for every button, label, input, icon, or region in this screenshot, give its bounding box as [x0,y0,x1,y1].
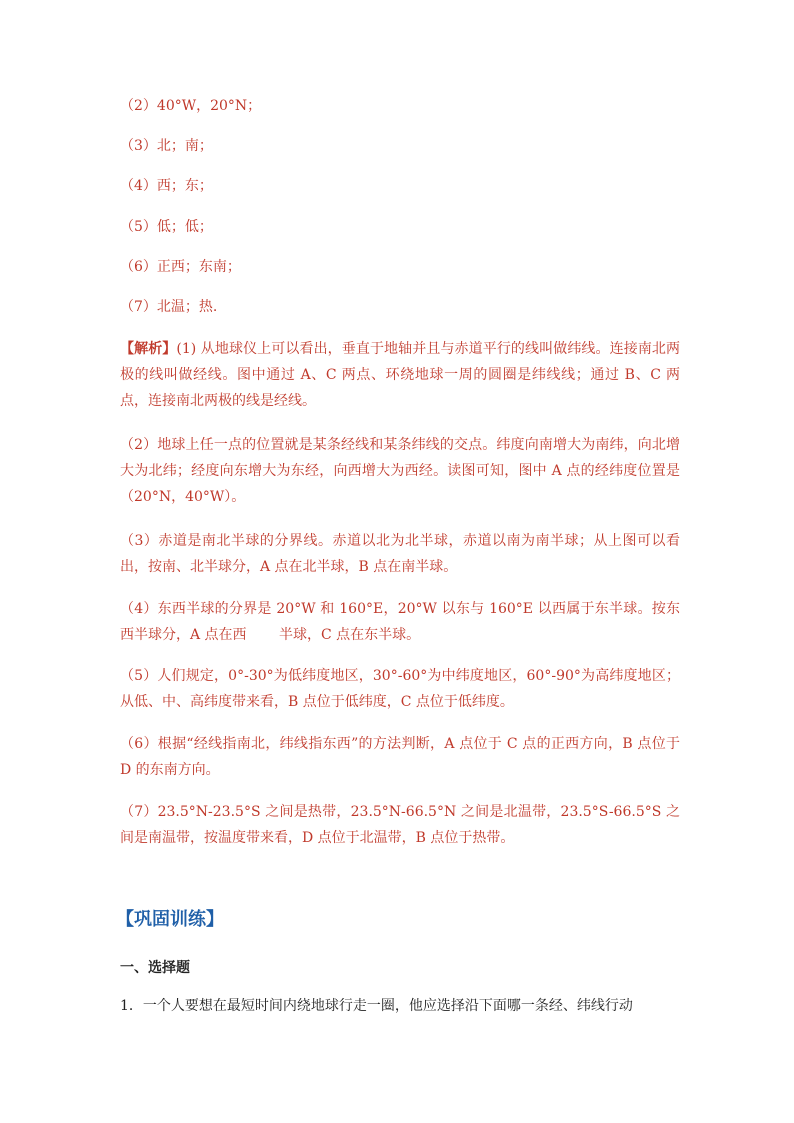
section-heading: 【巩固训练】 [116,909,224,930]
subsection-heading: 一、选择题 [120,960,190,976]
analysis-paragraph-7: （7）23.5°N-23.5°S 之间是热带，23.5°N-66.5°N 之间是北温带，23.5°S-66.5°S 之间是南温带，按温度带来看，D 点位于北温带，B 点位于热带。 [120,804,680,846]
analysis-tag: 【解析】 [120,341,177,357]
answer-6: （6）正西；东南； [120,259,241,275]
analysis-paragraph-6: （6）根据“经线指南北，纬线指东西”的方法判断，A 点位于 C 点的正西方向，B 点位于 D 的东南方向。 [120,736,680,778]
answer-3: （3）北；南； [120,138,213,154]
analysis-paragraph-2: （2）地球上任一点的位置就是某条经线和某条纬线的交点。纬度向南增大为南纬，向北增大为北纬；经度向东增大为东经，向西增大为西经。读图可知，图中 A 点的经纬度位置是（20°N，40°W）。 [120,437,680,505]
answer-7: （7）北温；热. [120,299,218,315]
analysis-paragraph-1 [120,336,680,414]
question-1: 1．一个人要想在最短时间内绕地球行走一圈，他应选择沿下面哪一条经、纬线行动 [120,998,633,1014]
analysis-paragraph-3: （3）赤道是南北半球的分界线。赤道以北为北半球，赤道以南为南半球；从上图可以看出，按南、北半球分，A 点在北半球，B 点在南半球。 [120,533,680,575]
analysis-p1-text: (1) 从地球仪上可以看出，垂直于地轴并且与赤道平行的线叫做纬线。连接南北两极的线叫做经线。图中通过 A、C 两点、环绕地球一周的圆圈是纬线线；通过 B、C 两点，连接南北两极的线是经线。 [120,341,681,409]
analysis-paragraph-4: （4）东西半球的分界是 20°W 和 160°E，20°W 以东与 160°E 以西属于东半球。按东西半球分，A 点在西 半球，C 点在东半球。 [120,601,680,643]
answer-4: （4）西；东； [120,178,213,194]
answer-2: （2）40°W，20°N； [120,98,262,114]
analysis-paragraph-5: （5）人们规定，0°-30°为低纬度地区，30°-60°为中纬度地区，60°-90°为高纬度地区；从低、中、高纬度带来看，B 点位于低纬度，C 点位于低纬度。 [120,668,680,710]
answer-5: （5）低；低； [120,219,213,235]
